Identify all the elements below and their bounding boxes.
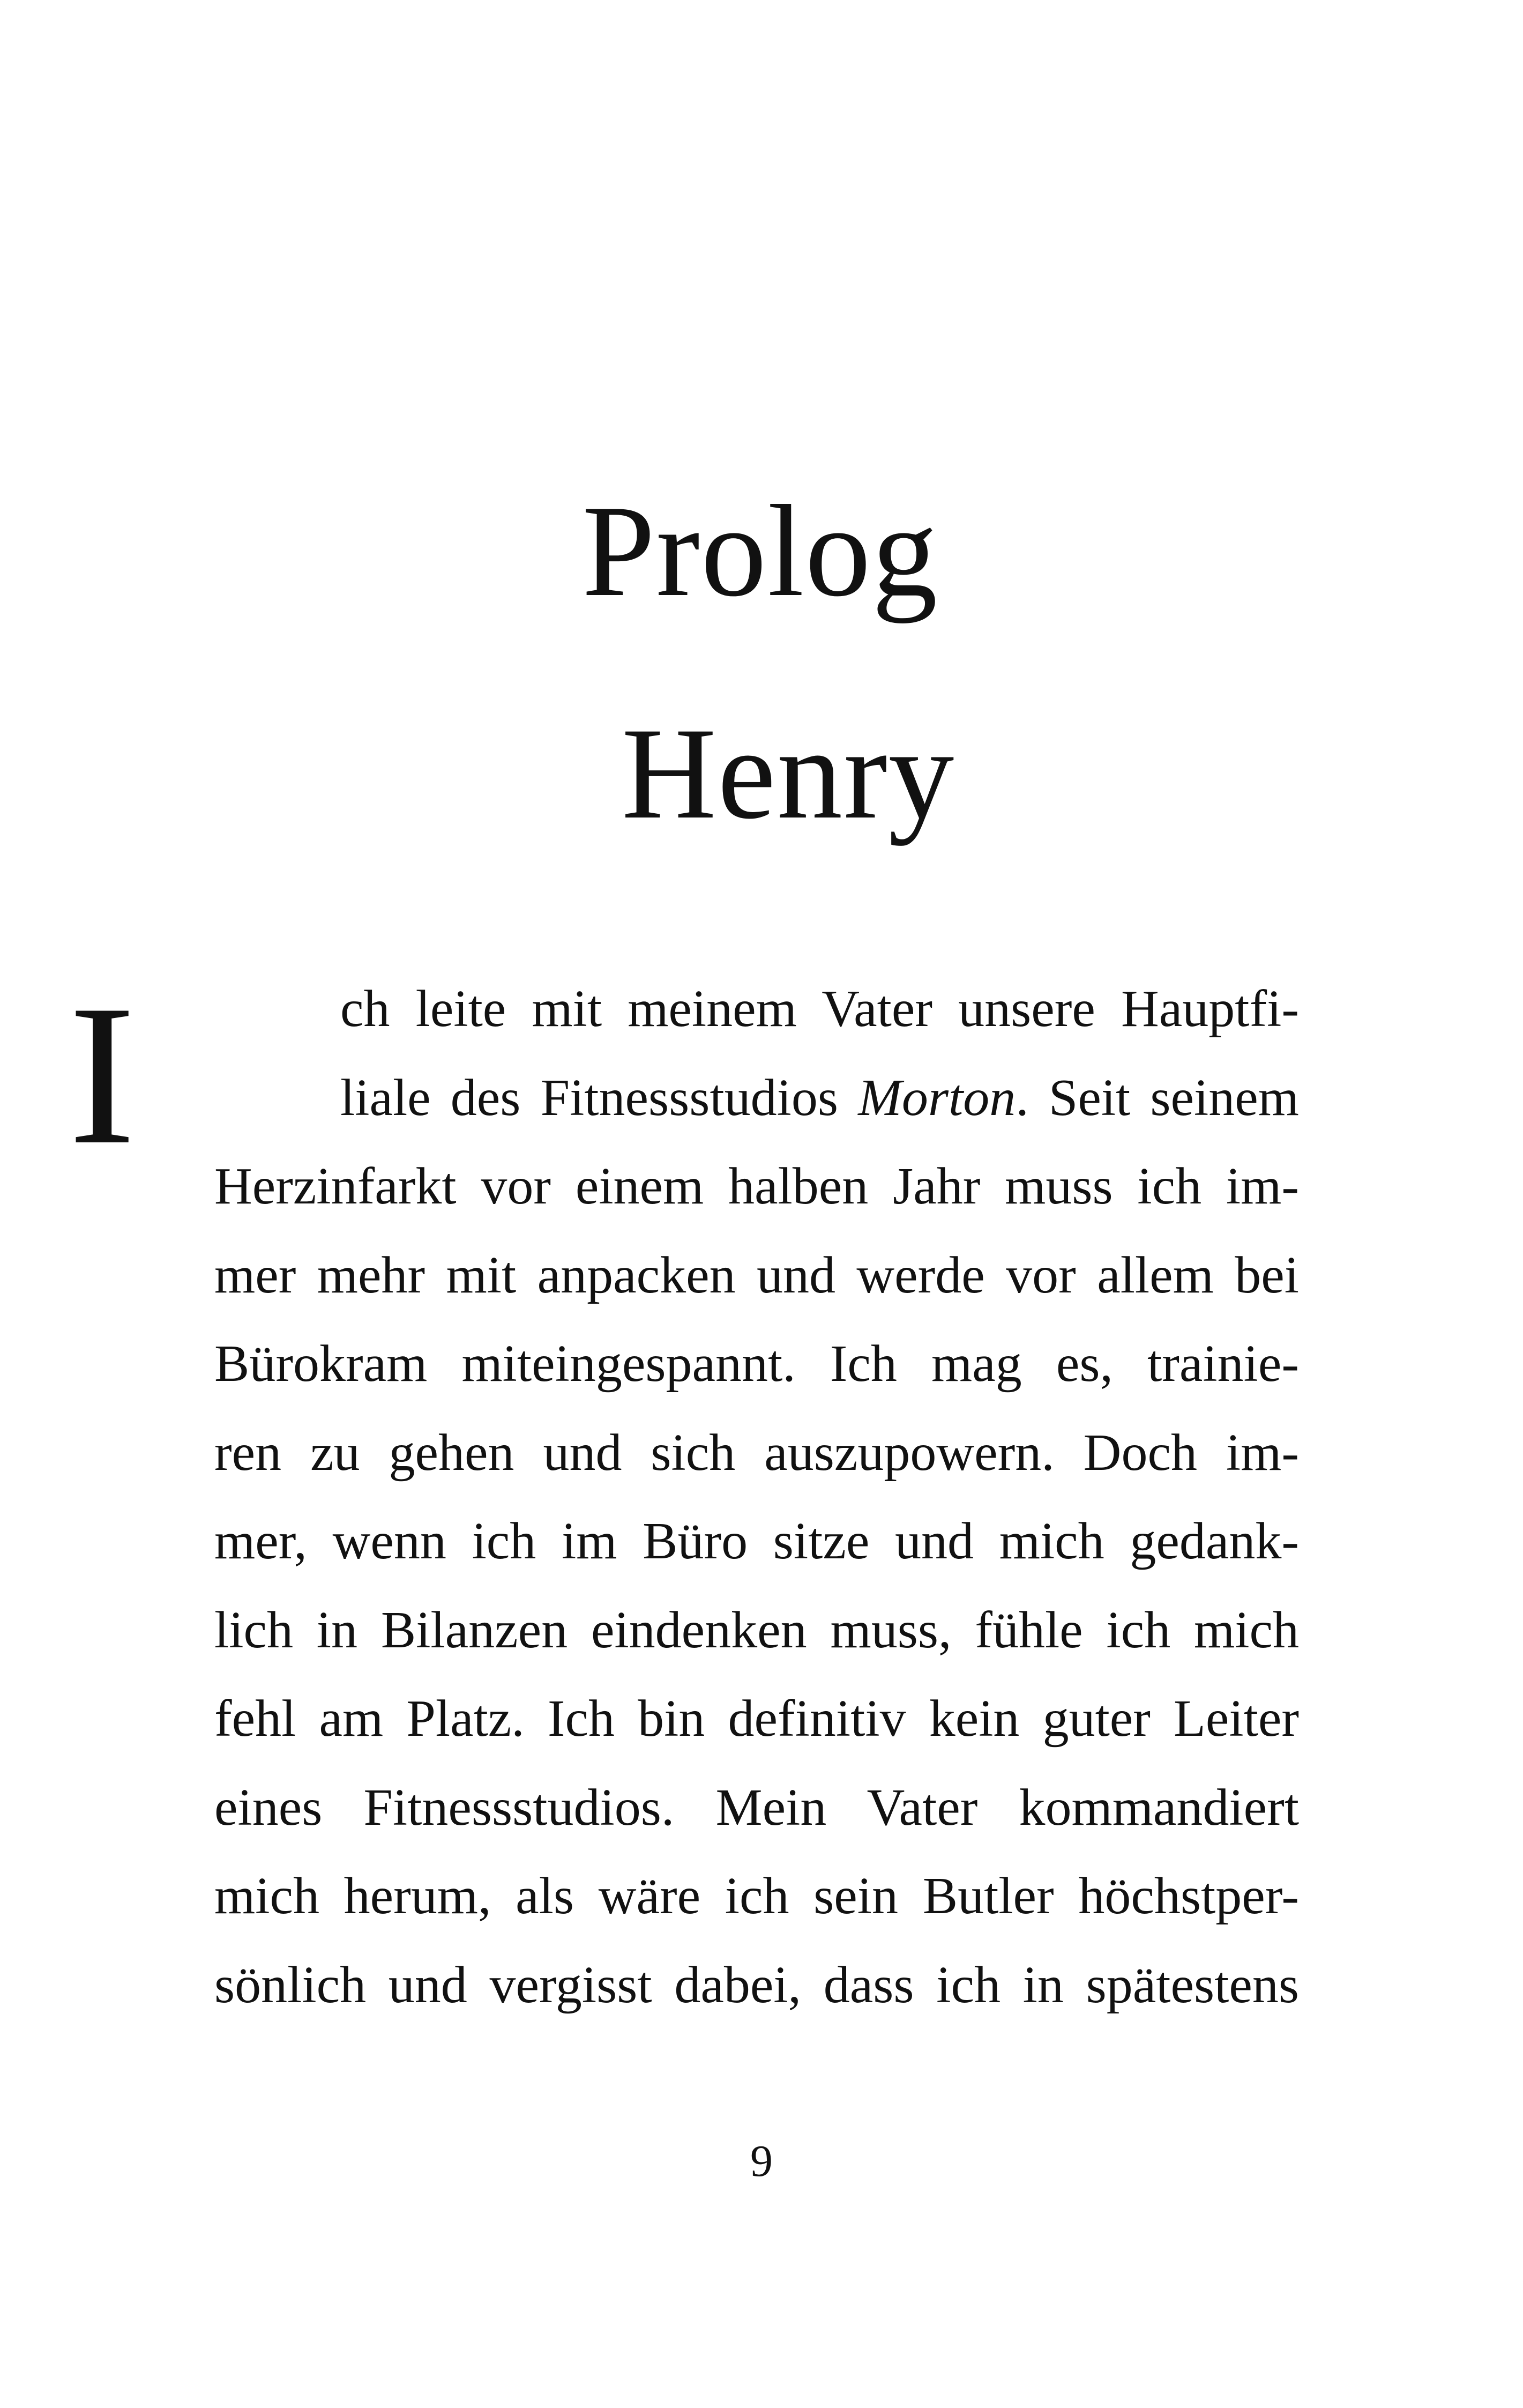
text-line bbox=[214, 1320, 1299, 1409]
text-line bbox=[214, 1764, 1299, 1853]
text-line-content: lich in Bilanzen eindenken muss, fühle ich mich bbox=[214, 1601, 1299, 1659]
text-line bbox=[340, 1054, 1299, 1143]
text-line-content: mer, wenn ich im Büro sitze und mich gedank- bbox=[214, 1512, 1299, 1570]
chapter-title: Prolog bbox=[582, 478, 939, 623]
text-line bbox=[214, 1586, 1299, 1675]
text-line-content: fehl am Platz. Ich bin definitiv kein guter Leiter bbox=[214, 1690, 1299, 1748]
text-line bbox=[214, 1497, 1299, 1586]
text-line bbox=[214, 1852, 1299, 1941]
text-line-content: ren zu gehen und sich auszupowern. Doch im- bbox=[214, 1423, 1299, 1482]
text-line-content: eines Fitnessstudios. Mein Vater kommandiert bbox=[214, 1778, 1299, 1837]
studio-name-italic: Morton bbox=[858, 1068, 1016, 1127]
text-line-content: Bürokram miteingespannt. Ich mag es, trainie- bbox=[214, 1335, 1299, 1393]
text-line-content: mer mehr mit anpacken und werde vor allem bei bbox=[214, 1246, 1299, 1304]
text-line bbox=[214, 1231, 1299, 1320]
text-line-content: mich herum, als wäre ich sein Butler höchstper- bbox=[214, 1867, 1299, 1925]
body-paragraph bbox=[214, 965, 1299, 2030]
text-line bbox=[214, 1941, 1299, 2030]
text-line bbox=[214, 1409, 1299, 1498]
page-number: 9 bbox=[750, 2136, 773, 2186]
text-line bbox=[214, 1142, 1299, 1231]
text-line-content: ch leite mit meinem Vater unsere Hauptfi- bbox=[340, 980, 1299, 1038]
text-line-before: liale des Fitnessstudios bbox=[340, 1068, 858, 1127]
text-line-after: . Seit seinem bbox=[1016, 1068, 1299, 1127]
text-line-content: Herzinfarkt vor einem halben Jahr muss ich im- bbox=[214, 1157, 1299, 1215]
chapter-narrator: Henry bbox=[622, 701, 955, 846]
drop-cap: I bbox=[69, 964, 136, 1186]
text-line bbox=[340, 965, 1299, 1054]
text-line-content: sönlich und vergisst dabei, dass ich in spätestens bbox=[214, 1956, 1299, 2014]
text-line bbox=[214, 1675, 1299, 1764]
